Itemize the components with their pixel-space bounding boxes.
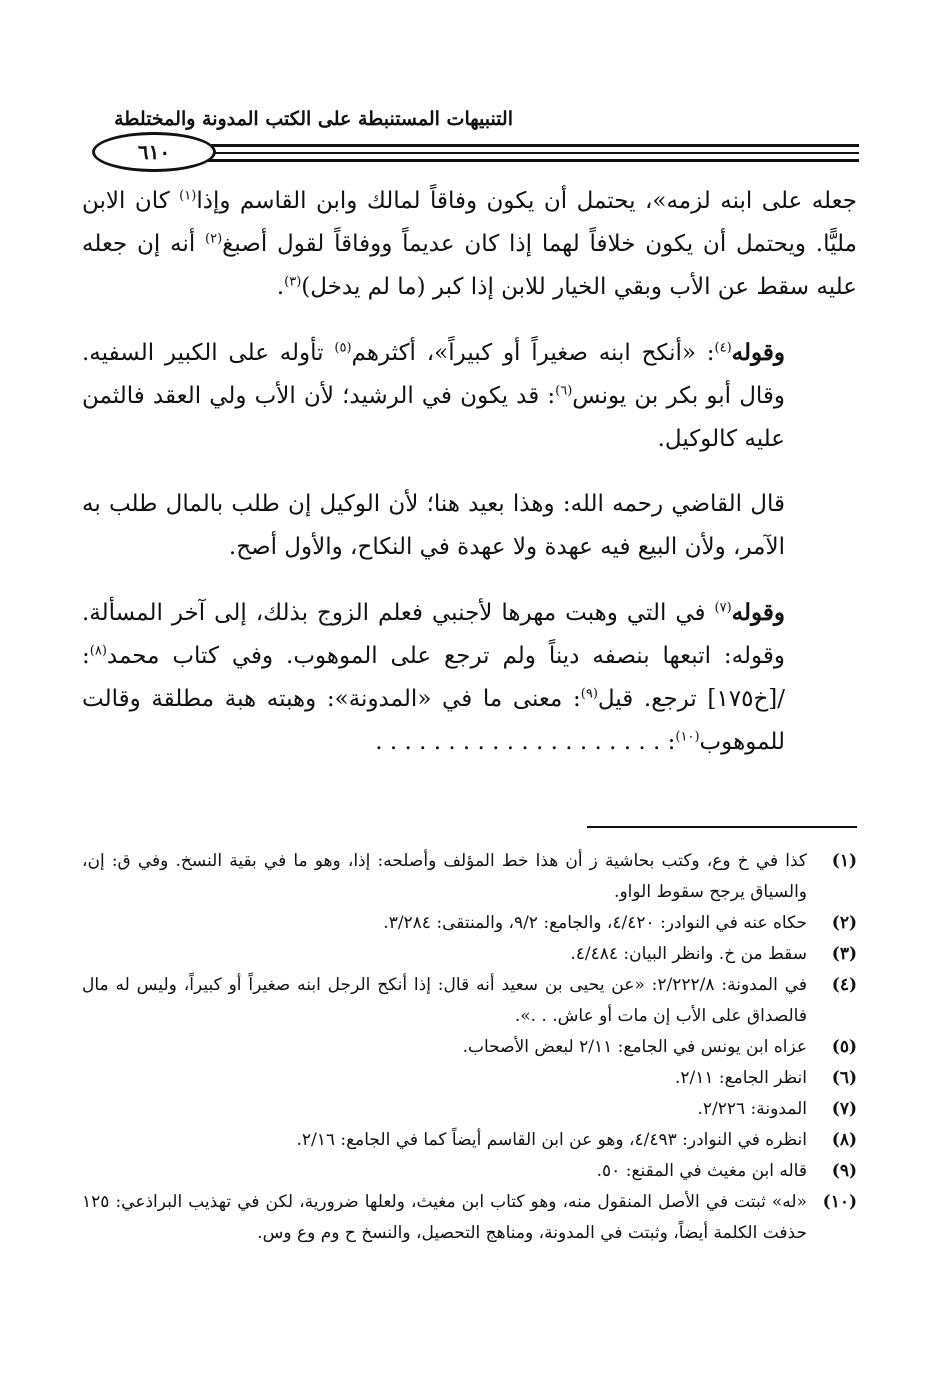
text-run: : . . . . . . . . . . . . . . . . . . . . (375, 729, 676, 755)
footnote-ref: (٥) (334, 340, 352, 356)
footnote-text: في المدونة: ٢/٢٢٢/٨: «عن يحيى بن سعيد أنه قال: إذا أنكح الرجل ابنه صغيراً أو كبيراً، وليس له مال فالصداق على الأب إن مات أو عاش. . .». (82, 975, 807, 1026)
lead-word: وقوله (731, 339, 785, 366)
paragraph-2 (82, 331, 857, 461)
footnote (82, 908, 857, 939)
footnote (82, 1032, 857, 1063)
footnote-text: حكاه عنه في النوادر: ٤/٤٢٠، والجامع: ٩/٢، والمنتقى: ٣/٢٨٤. (383, 913, 807, 933)
footnote-number: (٥) (831, 1037, 857, 1057)
footnote-number: (٨) (831, 1130, 857, 1150)
footnote-text: انظر الجامع: ٢/١١. (674, 1068, 807, 1088)
text-run: : معنى ما في «المدونة»: وهبته هبة مطلقة وقالت للموهوب (82, 686, 785, 755)
footnote (82, 1125, 857, 1156)
footnote-text: سقط من خ. وانظر البيان: ٤/٤٨٤. (570, 944, 807, 964)
footnote-text: انظره في النوادر: ٤/٤٩٣، وهو عن ابن القاسم أيضاً كما في الجامع: ٢/١٦. (296, 1130, 807, 1150)
page-number: ٦١٠ (137, 140, 171, 164)
text-run: كان الابن مليًّا. ويحتمل أن يكون خلافاً لهما إذا كان عديماً ووفاقاً لقول أصبغ (82, 188, 857, 257)
footnote-number: (٦) (831, 1068, 857, 1088)
footnote (82, 970, 857, 1032)
text-run: في التي وهبت مهرها لأجنبي فعلم الزوج بذلك، إلى آخر المسألة. وقوله: اتبعها بنصفه ديناً ولم ترجع على الموهوب. وفي كتاب محمد (82, 600, 785, 669)
footnote-number: (١) (831, 851, 857, 871)
footnote-ref: (٨) (89, 643, 107, 659)
footnote-ref: (٣) (284, 274, 302, 290)
footnote-text: قاله ابن مغيث في المقنع: ٥٠. (596, 1161, 807, 1181)
footnote-number: (١٠) (822, 1192, 857, 1212)
text-run: قال القاضي رحمه الله: وهذا بعيد هنا؛ لأن الوكيل إن طلب بالمال طلب به الآمر، ولأن البيع فيه عهدة ولا عهدة في النكاح، والأول أصح. (82, 491, 785, 560)
footnote (82, 846, 857, 908)
footnote-ref: (١٠) (675, 729, 700, 745)
footnote-number: (٢) (831, 913, 857, 933)
text-run: : /[خ١٧٥] ترجع. قيل (82, 643, 786, 712)
running-title: التنبيهات المستنبطة على الكتب المدونة والمختلطة (114, 108, 513, 130)
text-run: . (276, 274, 285, 300)
footnote-number: (٤) (831, 975, 857, 995)
text-run: : «أنكح ابنه صغيراً أو كبيراً»، أكثرهم (351, 340, 715, 366)
footnote-separator (587, 826, 857, 828)
header-rule-top (139, 144, 859, 147)
footnotes (82, 846, 857, 1249)
lead-word: وقوله (731, 599, 785, 626)
paragraph-1 (82, 180, 857, 309)
footnote-number: (٩) (831, 1161, 857, 1181)
footnote-number: (٧) (831, 1099, 857, 1119)
footnote-text: كذا في خ وع، وكتب بحاشية ز أن هذا خط المؤلف وأصلحه: إذا، وهو ما في بقية النسخ. وفي ق: إن، والسياق يرجح سقوط الواو. (82, 851, 807, 902)
footnote (82, 1094, 857, 1125)
footnote-ref: (٦) (555, 383, 573, 399)
header-rule-middle (139, 152, 859, 154)
footnote-text: المدونة: ٢/٢٢٦. (697, 1099, 807, 1119)
footnote-text: عزاه ابن يونس في الجامع: ٢/١١ لبعض الأصحاب. (462, 1037, 807, 1057)
footnote-ref: (٧) (714, 600, 732, 616)
footnote-text: «له» ثبتت في الأصل المنقول منه، وهو كتاب ابن مغيث، ولعلها ضرورية، لكن في تهذيب البراذعي: ١٢٥ حذفت الكلمة أيضاً، وثبتت في المدونة، ومناهج التحصيل، والنسخ ح وم وع وس. (82, 1192, 807, 1243)
header-rule-bottom (139, 159, 859, 162)
footnote-ref: (١) (179, 188, 197, 204)
main-text (82, 180, 857, 764)
text-run: تأوله على الكبير السفيه. وقال أبو بكر بن يونس (82, 340, 786, 409)
paragraph-3 (82, 483, 857, 569)
text-run: أنه إن جعله عليه سقط عن الأب وبقي الخيار للابن إذا كبر (ما لم يدخل) (82, 231, 857, 300)
footnote-ref: (٤) (714, 340, 732, 356)
paragraph-4 (82, 591, 857, 764)
footnote-number: (٣) (831, 944, 857, 964)
footnote (82, 939, 857, 970)
footnote (82, 1063, 857, 1094)
footnote-ref: (٢) (205, 231, 223, 247)
footnote-ref: (٩) (580, 686, 598, 702)
footnote (82, 1187, 857, 1249)
footnote (82, 1156, 857, 1187)
page-number-cartouche (92, 132, 216, 172)
text-run: جعله على ابنه لزمه»، يحتمل أن يكون وفاقاً لمالك وابن القاسم وإذا (196, 188, 857, 214)
text-run: : قد يكون في الرشيد؛ لأن الأب ولي العقد فالثمن عليه كالوكيل. (82, 383, 785, 452)
